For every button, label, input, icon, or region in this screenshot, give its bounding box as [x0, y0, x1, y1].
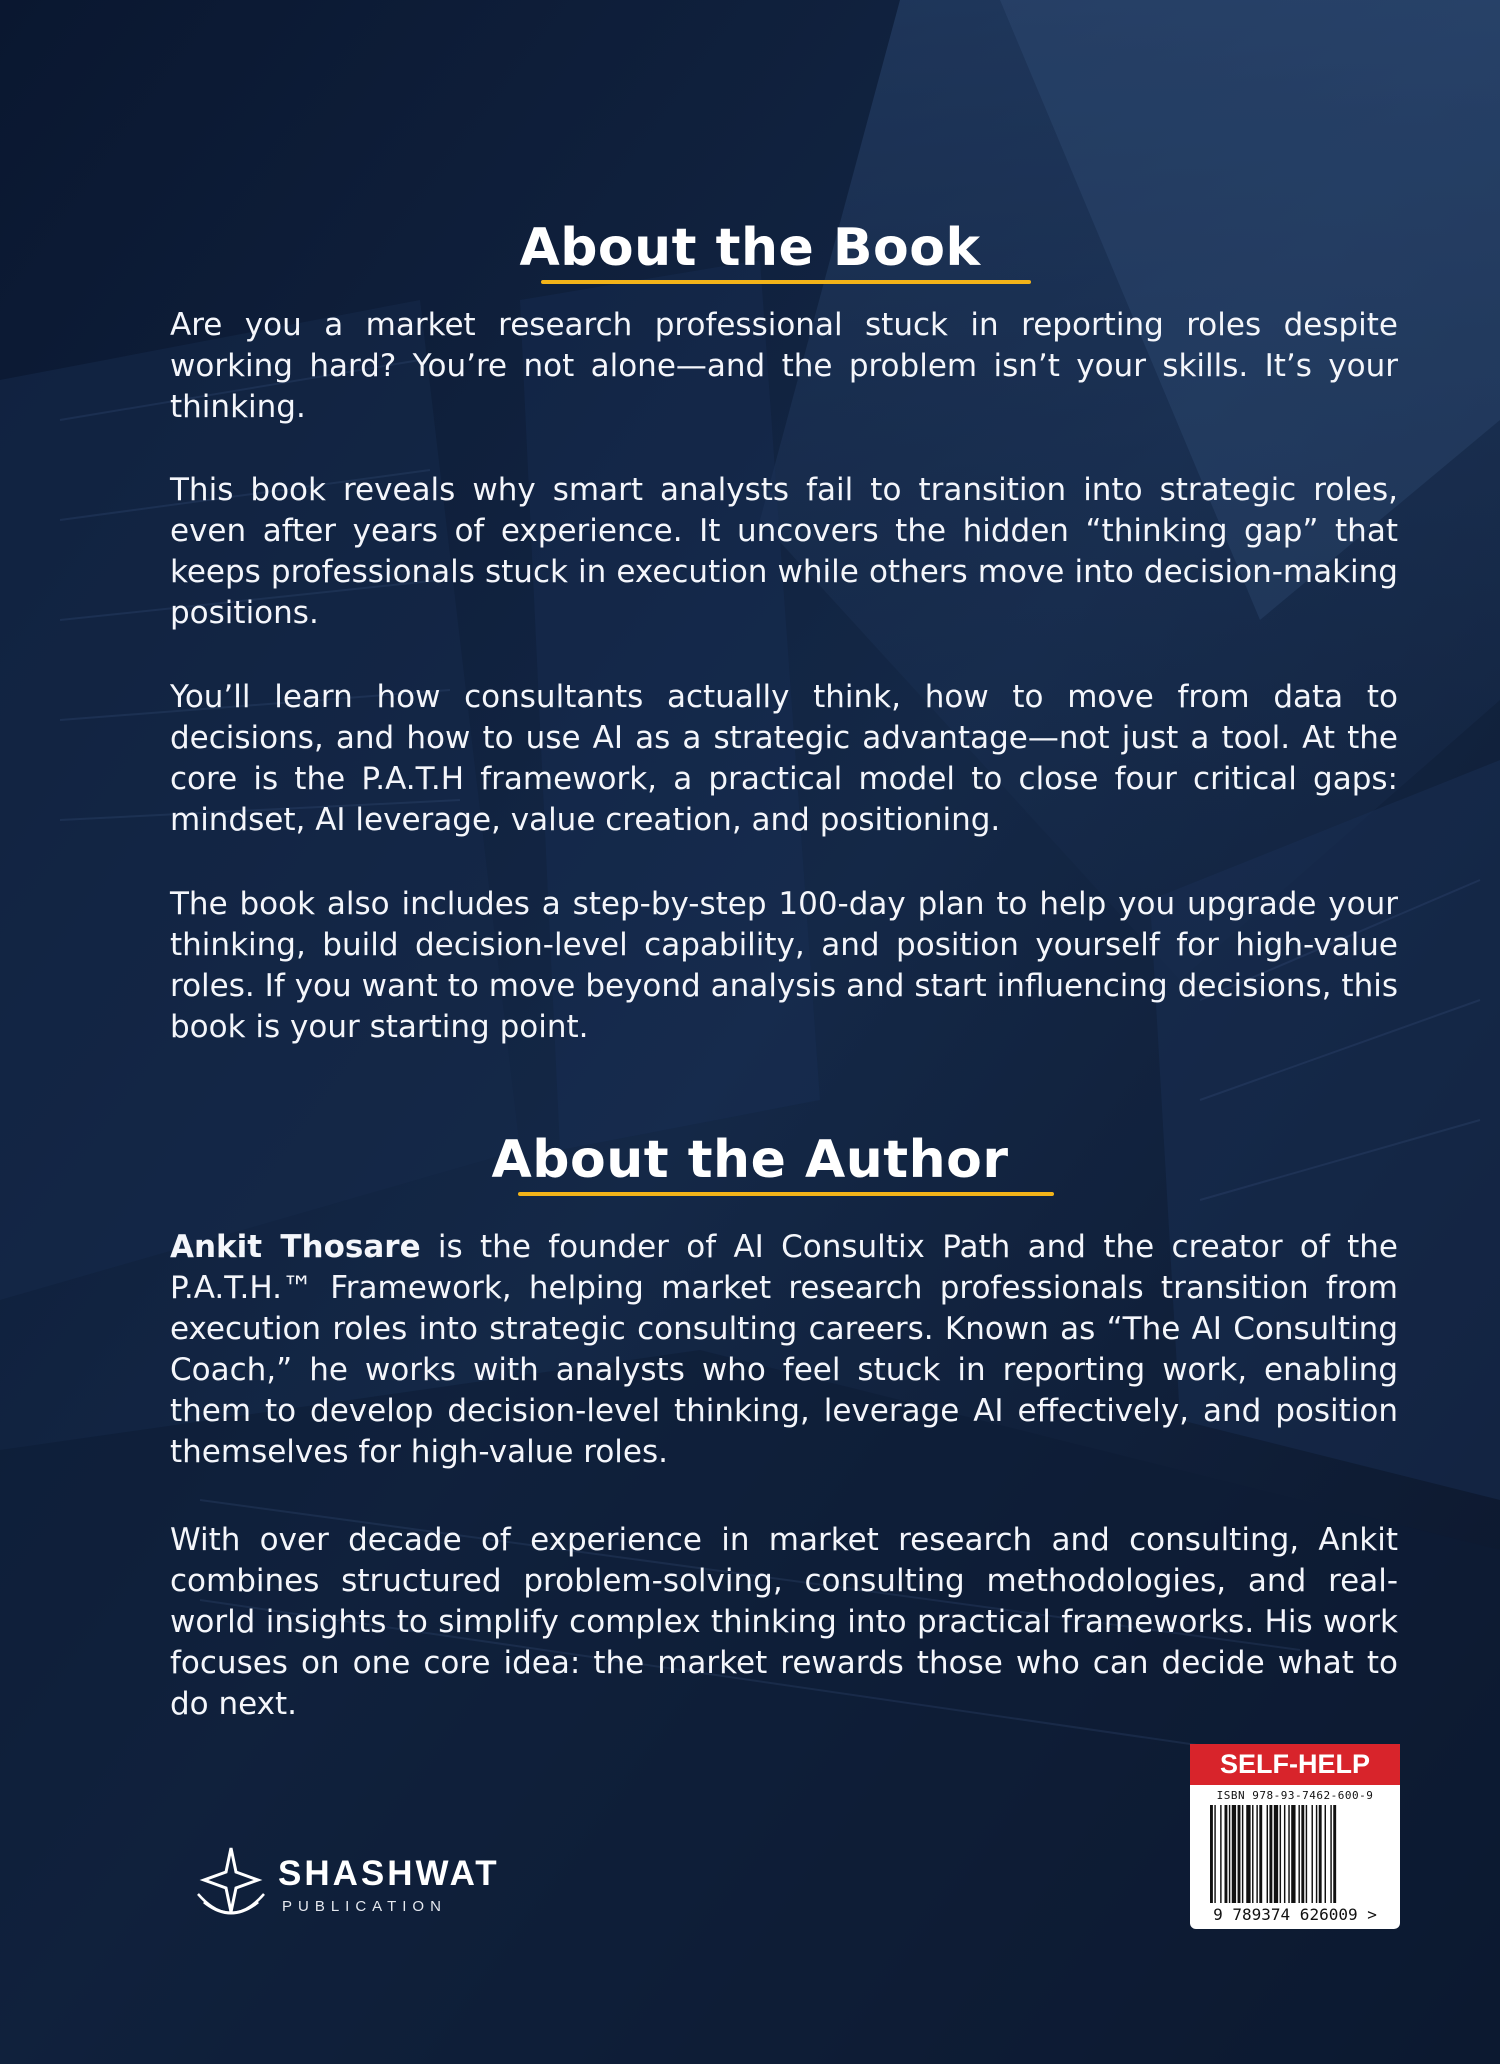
barcode-panel: [1190, 1785, 1400, 1929]
about-book-underline: [541, 280, 1031, 284]
book-paragraph-3: You’ll learn how consultants actually think, how to move from data to decisions, and how to use AI as a strategic advantage—not just a tool. At the core is the P.A.T.H framework, a practical model to close four critical gaps: mindset, AI leverage, value creation, and positioning.: [170, 679, 1398, 838]
barcode-icon: [1210, 1805, 1380, 1903]
author-paragraph-2: With over decade of experience in market research and consulting, Ankit combines structured problem-solving, consulting methodologies, and real-world insights to simplify complex thinking into practical frameworks. His work focuses on one core idea: the market rewards those who can decide what to do next.: [170, 1522, 1398, 1722]
publisher-name: SHASHWAT: [278, 1854, 500, 1893]
book-paragraph-1: Are you a market research professional stuck in reporting roles despite working hard? You’re not alone—and the problem isn’t your skills. It’s your thinking.: [170, 307, 1398, 425]
isbn-text: ISBN 978-93-7462-600-9: [1216, 1789, 1374, 1802]
barcode-digits: 9 789374 626009 >: [1213, 1905, 1377, 1924]
about-author-heading: About the Author: [491, 1130, 1009, 1190]
book-paragraph-2: This book reveals why smart analysts fail to transition into strategic roles, even after years of experience. It uncovers the hidden “thinking gap” that keeps professionals stuck in execution while others move into decision-making positions.: [170, 472, 1398, 631]
publisher-subtitle: PUBLICATION: [282, 1898, 447, 1915]
about-author-underline: [518, 1192, 1054, 1196]
book-paragraph-4: The book also includes a step-by-step 100-day plan to help you upgrade your thinking, build decision-level capability, and position yourself for high-value roles. If you want to move beyond analysis and start influencing decisions, this book is your starting point.: [170, 886, 1398, 1045]
about-book-heading: About the Book: [519, 218, 981, 278]
publisher-logo: [196, 1840, 556, 1930]
author-name: Ankit Thosare: [170, 1229, 421, 1265]
genre-barcode-badge: [1190, 1744, 1400, 1929]
lotus-star-icon: [196, 1846, 266, 1922]
genre-label: SELF-HELP: [1190, 1744, 1400, 1785]
author-paragraph-1: [170, 1227, 1398, 1473]
author-bio: is the founder of AI Consultix Path and the creator of the P.A.T.H.™ Framework, helping market research professionals transition from execution roles into strategic consulting careers. Known as “The AI Consulting Coach,” he works with analysts who feel stuck in reporting work, enabling them to develop decision-level thinking, leverage AI effectively, and position themselves for high-value roles.: [170, 1229, 1398, 1470]
